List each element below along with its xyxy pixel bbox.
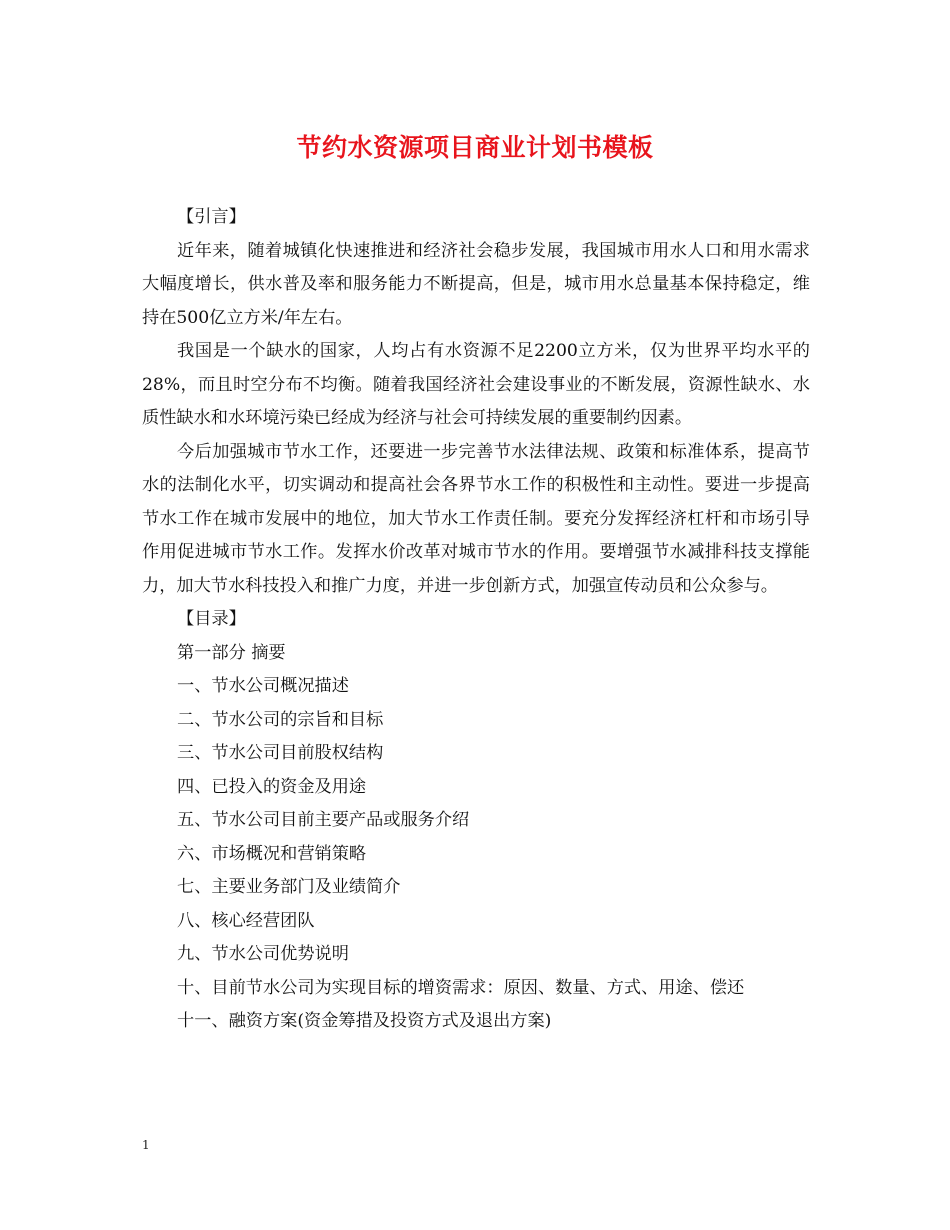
toc-item: 四、已投入的资金及用途: [177, 776, 367, 797]
toc-item: 二、节水公司的宗旨和目标: [177, 709, 384, 730]
toc-item: 七、主要业务部门及业绩简介: [177, 877, 401, 897]
page-number: 1: [142, 1138, 150, 1152]
toc-item: 一、节水公司概况描述: [177, 676, 349, 696]
document-body: [142, 201, 810, 1039]
toc-item: 第一部分 摘要: [177, 642, 286, 663]
toc-heading: 【目录】: [177, 609, 246, 629]
toc-item: 八、核心经营团队: [177, 910, 315, 931]
toc-item: 十一、融资方案(资金筹措及投资方式及退出方案): [177, 1011, 552, 1031]
document-title: 节约水资源项目商业计划书模板: [296, 133, 654, 162]
table-of-contents: [142, 637, 810, 1039]
toc-item: 五、节水公司目前主要产品或服务介绍: [177, 810, 470, 830]
paragraph-2: 我国是一个缺水的国家，人均占有水资源不足2200立方米，仅为世界平均水平的28%，而且时空分布不均衡。随着我国经济社会建设事业的不断发展，资源性缺水、水质性缺水和水环境污染已经成为经济与社会可持续发展的重要制约因素。: [142, 341, 810, 428]
toc-item: 十、目前节水公司为实现目标的增资需求：原因、数量、方式、用途、偿还: [177, 977, 745, 998]
paragraph-1: 近年来，随着城镇化快速推进和经济社会稳步发展，我国城市用水人口和用水需求大幅度增长，供水普及率和服务能力不断提高，但是，城市用水总量基本保持稳定，维持在500亿立方米/年左右。: [142, 240, 810, 328]
toc-item: 三、节水公司目前股权结构: [177, 743, 384, 763]
toc-item: 六、市场概况和营销策略: [177, 843, 367, 864]
toc-item: 九、节水公司优势说明: [177, 944, 349, 964]
intro-heading: 【引言】: [177, 207, 246, 227]
paragraph-3: 今后加强城市节水工作，还要进一步完善节水法律法规、政策和标准体系，提高节水的法制化水平，切实调动和提高社会各界节水工作的积极性和主动性。要进一步提高节水工作在城市发展中的地位，加大节水工作责任制。要充分发挥经济杠杆和市场引导作用促进城市节水工作。发挥水价改革对城市节水的作用。要增强节水减排科技支撑能力，加大节水科技投入和推广力度，并进一步创新方式，加强宣传动员和公众参与。: [142, 441, 810, 596]
